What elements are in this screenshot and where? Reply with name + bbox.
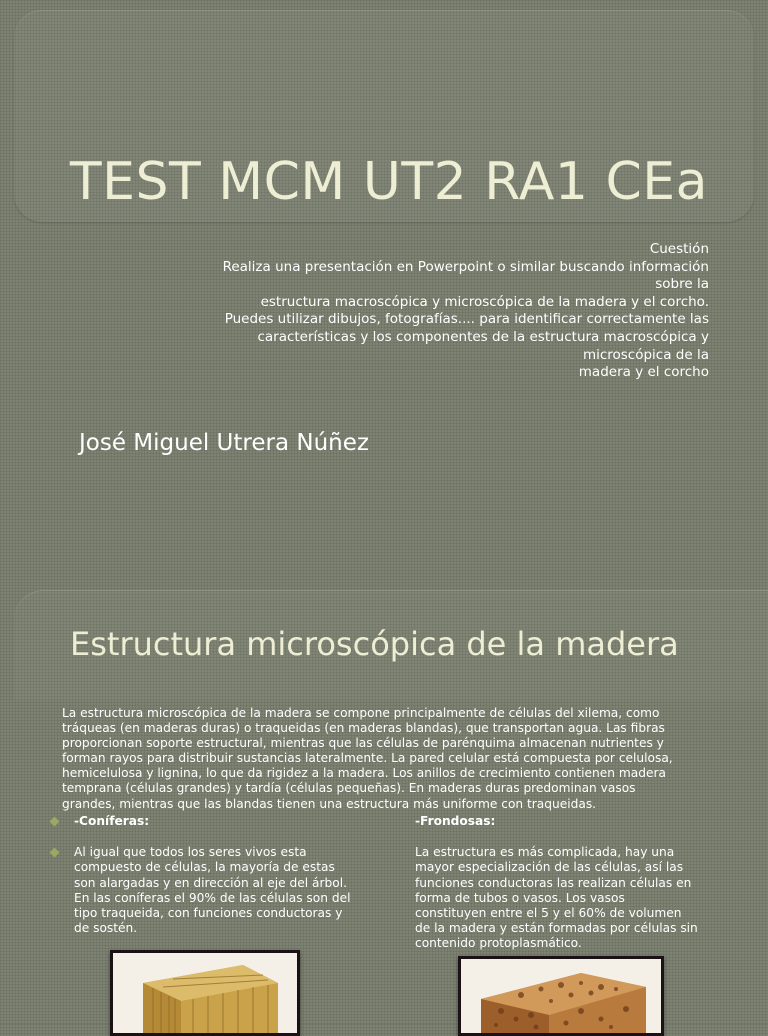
question-text xyxy=(149,241,709,382)
paragraph-line: forman rayos para distribuir sustancias lateralmente. La pared celular está compuesta por celulosa, xyxy=(62,751,673,766)
frondosas-line: mayor especialización de las células, así las xyxy=(415,860,684,875)
question-line: madera y el corcho xyxy=(578,364,709,381)
paragraph-line: temprana (células grandes) y tardía (células pequeñas). En maderas duras predominan vasos xyxy=(62,781,636,796)
question-line: estructura macroscópica y microscópica de la madera y el corcho. xyxy=(260,293,709,310)
frondosas-line: constituyen entre el 5 y el 60% de volumen xyxy=(415,906,682,921)
coniferas-line: de sostén. xyxy=(74,921,138,936)
frondosas-line: La estructura es más complicada, hay una xyxy=(415,845,675,860)
paragraph-line: grandes, mientras que las blandas tienen una estructura más uniforme con traqueidas. xyxy=(62,796,597,811)
paragraph-line: tráqueas (en maderas duras) o traqueidas (en maderas blandas), que transportan agua. Las fibras xyxy=(62,721,665,736)
frondosas-line: contenido protoplasmático. xyxy=(415,936,582,951)
conifer-wood-block-icon xyxy=(113,953,297,1033)
slide-title: Estructura microscópica de la madera xyxy=(70,625,679,663)
frondosas-heading: -Frondosas: xyxy=(415,814,496,828)
question-line: Puedes utilizar dibujos, fotografías.... para identificar correctamente las xyxy=(224,311,709,328)
frondosas-line: funciones conductoras las realizan células en xyxy=(415,875,692,890)
question-line: Realiza una presentación en Powerpoint o similar buscando información xyxy=(222,258,709,275)
coniferas-line: tipo traqueida, con funciones conductoras y xyxy=(74,906,343,921)
coniferas-line: son alargadas y en dirección al eje del árbol. xyxy=(74,875,347,890)
frondosas-column xyxy=(415,814,735,952)
conifer-wood-block-image xyxy=(110,950,300,1036)
coniferas-line: compuesto de células, la mayoría de estas xyxy=(74,860,335,875)
hardwood-wood-block-icon xyxy=(461,959,661,1033)
coniferas-column xyxy=(74,814,394,936)
presentation-title: TEST MCM UT2 RA1 CEa xyxy=(69,152,708,212)
question-line: Cuestión xyxy=(649,241,709,257)
hardwood-wood-block-image xyxy=(458,956,664,1036)
coniferas-line: Al igual que todos los seres vivos esta xyxy=(74,845,307,860)
coniferas-heading: -Coníferas: xyxy=(74,814,150,828)
frondosas-line: de la madera y están formadas por células sin xyxy=(415,921,698,936)
paragraph-line: hemicelulosa y lignina, lo que da rigidez a la madera. Los anillos de crecimiento contienen madera xyxy=(62,766,666,781)
paragraph-line: La estructura microscópica de la madera se compone principalmente de células del xilema, como xyxy=(62,706,660,720)
author-name: José Miguel Utrera Núñez xyxy=(79,430,369,456)
question-line: microscópica de la xyxy=(582,346,709,363)
frondosas-line: forma de tubos o vasos. Los vasos xyxy=(415,890,625,905)
question-line: sobre la xyxy=(655,276,709,293)
coniferas-text xyxy=(74,845,394,936)
intro-paragraph xyxy=(62,706,722,812)
frondosas-text xyxy=(415,845,735,951)
paragraph-line: proporcionan soporte estructural, mientras que las células de parénquima almacenan nutrientes y xyxy=(62,736,664,751)
question-line: características y los componentes de la estructura macroscópica y xyxy=(257,328,709,345)
coniferas-line: En las coníferas el 90% de las células son del xyxy=(74,890,351,905)
